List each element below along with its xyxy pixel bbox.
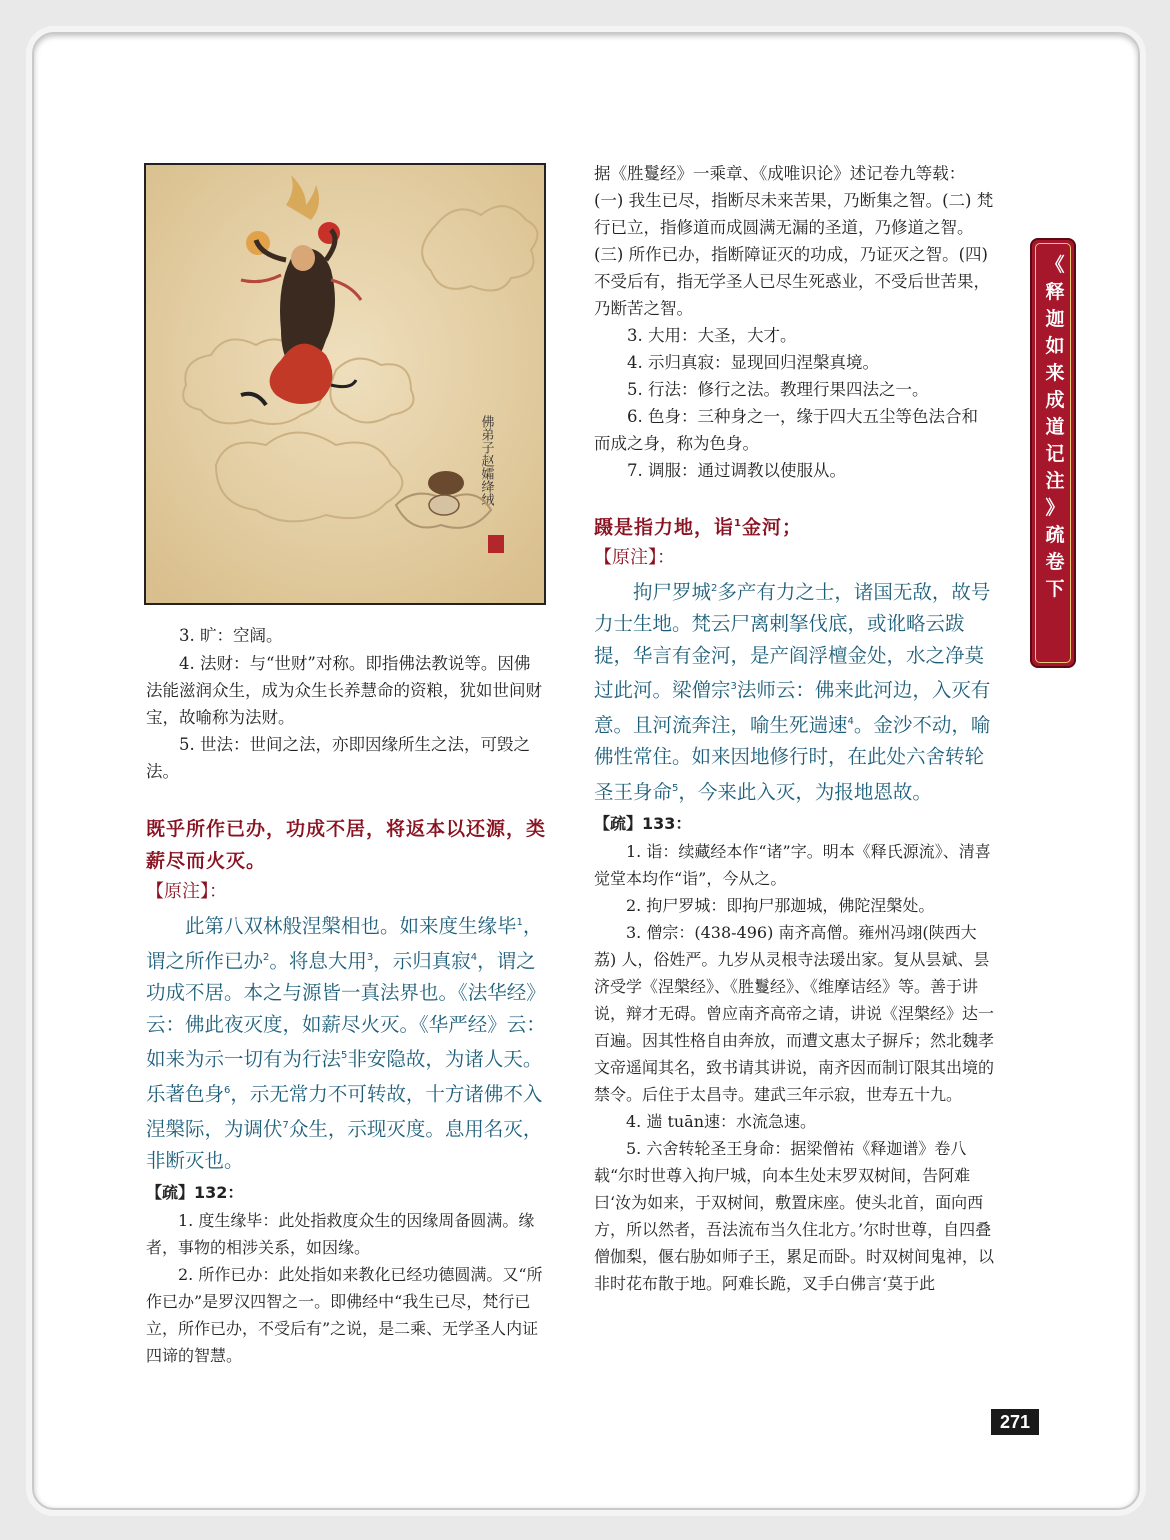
- commentary-tag-133: 【疏】133：: [594, 813, 692, 833]
- commentary-tag-132: 【疏】132：: [146, 1182, 244, 1202]
- commentary-note-2: 2. 所作已办：此处指如来教化已经功德圆满。又“所作已办”是罗汉四智之一。即佛经中“我生已尽，梵行已立，所作已办，不受后有”之说，是二乘、无学圣人内证四谛的智慧。: [146, 1264, 543, 1365]
- footnote-marker: 1: [734, 518, 742, 529]
- commentary-note-1: 1. 度生缘毕：此处指救度众生的因缘周备圆满。缘者，事物的相涉关系，如因缘。: [146, 1210, 535, 1257]
- footnote-marker: 1: [516, 917, 523, 928]
- footnote-marker: 5: [672, 782, 679, 794]
- note-right-5: 5. 行法：修行之法。教理行果四法之一。: [627, 380, 929, 399]
- side-title-text: 《 释 迦 如 来 成 道 记 注 》 疏 卷 下: [1045, 254, 1065, 600]
- footnote-marker: 6: [224, 1085, 231, 1096]
- right-column: [594, 160, 994, 1297]
- footnote-marker: 2: [263, 952, 270, 963]
- painting-image: [146, 165, 544, 603]
- note-left-4: 4. 法财：与“世财”对称。即指佛法教说等。因佛法能滋润众生，成为众生长养慧命的资粮，犹如世间财宝，故喻称为法财。: [146, 654, 542, 727]
- note-right-7: 7. 调服：通过调教以使服从。: [627, 461, 846, 480]
- note-left-5: 5. 世法：世间之法，亦即因缘所生之法，可毁之法。: [146, 735, 530, 781]
- note-right-3: 3. 大用：大圣，大才。: [627, 326, 797, 345]
- footnote-marker: 4: [470, 952, 478, 963]
- original-note-tag-left: 【原注】：: [146, 881, 227, 902]
- painting-inscription: 佛弟子赵孀绛绒: [478, 415, 494, 506]
- note-right-6: 6. 色身：三种身之一，缘于四大五尘等色法合和而成之身，称为色身。: [594, 407, 978, 453]
- note-left-3: 3. 旷：空阔。: [179, 626, 283, 645]
- commentary-note-r4: 4. 遄 tuān速：水流急速。: [626, 1111, 817, 1131]
- note-continuation: 据《胜鬘经》一乘章、《成唯识论》述记卷九等载：(一) 我生已尽，指断尽未来苦果，乃断集之智。(二) 梵行已立，指修道而成圆满无漏的圣道，乃修道之智。(三) 所作已办，指断障证灭的功成，乃证灭之智。(四) 不受后有，指无学圣人已尽生死惑业，不受后世苦果，乃断苦之智。: [594, 164, 994, 318]
- section-heading-right: 蹑是指力地，诣$^1$金河；: [594, 516, 802, 539]
- left-column: [146, 622, 546, 1369]
- page-number: 271: [991, 1409, 1039, 1435]
- section-heading-left: 既乎所作已办，功成不居，将返本以还源，类薪尽而火灭。: [146, 818, 547, 872]
- original-note-tag-right: 【原注】：: [594, 547, 675, 569]
- footnote-marker: 7: [282, 1120, 289, 1131]
- original-note-text-left: 此第八双林般涅槃相也。如来度生缘毕$^1$，谓之所作已办$^2$。将息大用$^3$，示归真寂$^4$，谓之功成不居。本之与源皆一真法界也。《法华经》云：佛此夜灭度，如薪尽火灭。《华严经》云：如来为示一切有为行法$^5$非安隐故，为诸人天。乐著色身$^6$，示无常力不可转故，十方诸佛不入涅槃际，为调伏$^7$众生，示现灭度。息用名灭，非断灭也。: [146, 914, 546, 1172]
- footnote-marker: 4: [847, 716, 854, 728]
- commentary-note-r2: 2. 拘尸罗城：即拘尸那迦城，佛陀涅槃处。: [626, 895, 935, 915]
- footnote-marker: 2: [711, 583, 718, 595]
- side-title-banner: [1030, 238, 1076, 668]
- commentary-note-r1: 1. 诣：续藏经本作“诸”字。明本《释氏源流》、清喜觉堂本均作“诣”，今从之。: [594, 841, 991, 888]
- footnote-marker: 3: [366, 952, 374, 963]
- commentary-note-r5: 5. 六舍转轮圣王身命：据梁僧祐《释迦谱》卷八载“尔时世尊入拘尸城，向本生处末罗双树间，告阿难曰‘汝为如来，于双树间，敷置床座。使头北首，面向西方，所以然者，吾法流布当久住北方。’尔时世尊，自四叠僧伽梨，偃右胁如师子王，累足而卧。时双树间鬼神，以非时花布散于地。阿难长跪，叉手白佛言‘莫于此: [594, 1138, 995, 1293]
- footnote-marker: 5: [341, 1050, 348, 1061]
- commentary-note-r3: 3. 僧宗：(438-496) 南齐高僧。雍州冯翊(陕西大荔) 人，俗姓严。九岁从灵根寺法瑗出家。复从昙斌、昙济受学《涅槃经》、《胜鬘经》、《维摩诘经》等。善于讲说，辩才无碍。曾应南齐高帝之请，讲说《涅槃经》达一百遍。因其性格自由奔放，而遭文惠太子摒斥；然北魏孝文帝遥闻其名，致书请其讲说，南齐因而制订限其出境的禁令。后住于太昌寺。建武三年示寂，世寿五十九。: [594, 922, 995, 1104]
- buddhist-painting: [144, 163, 546, 605]
- note-right-4: 4. 示归真寂：显现回归涅槃真境。: [627, 353, 879, 372]
- footnote-marker: 3: [730, 681, 737, 693]
- original-note-text-right: 拘尸罗城$^2$多产有力之士，诸国无敌，故号力士生地。梵云尸离剌拏伐底，或讹略云跋提，华言有金河，是产阎浮檀金处，水之净莫过此河。梁僧宗$^3$法师云：佛来此河边，入灭有意。且河流奔注，喻生死遄速$^4$。金沙不动，喻佛性常住。如来因地修行时，在此处六舍转轮圣王身命$^5$，今来此入灭，为报地恩故。: [594, 580, 991, 804]
